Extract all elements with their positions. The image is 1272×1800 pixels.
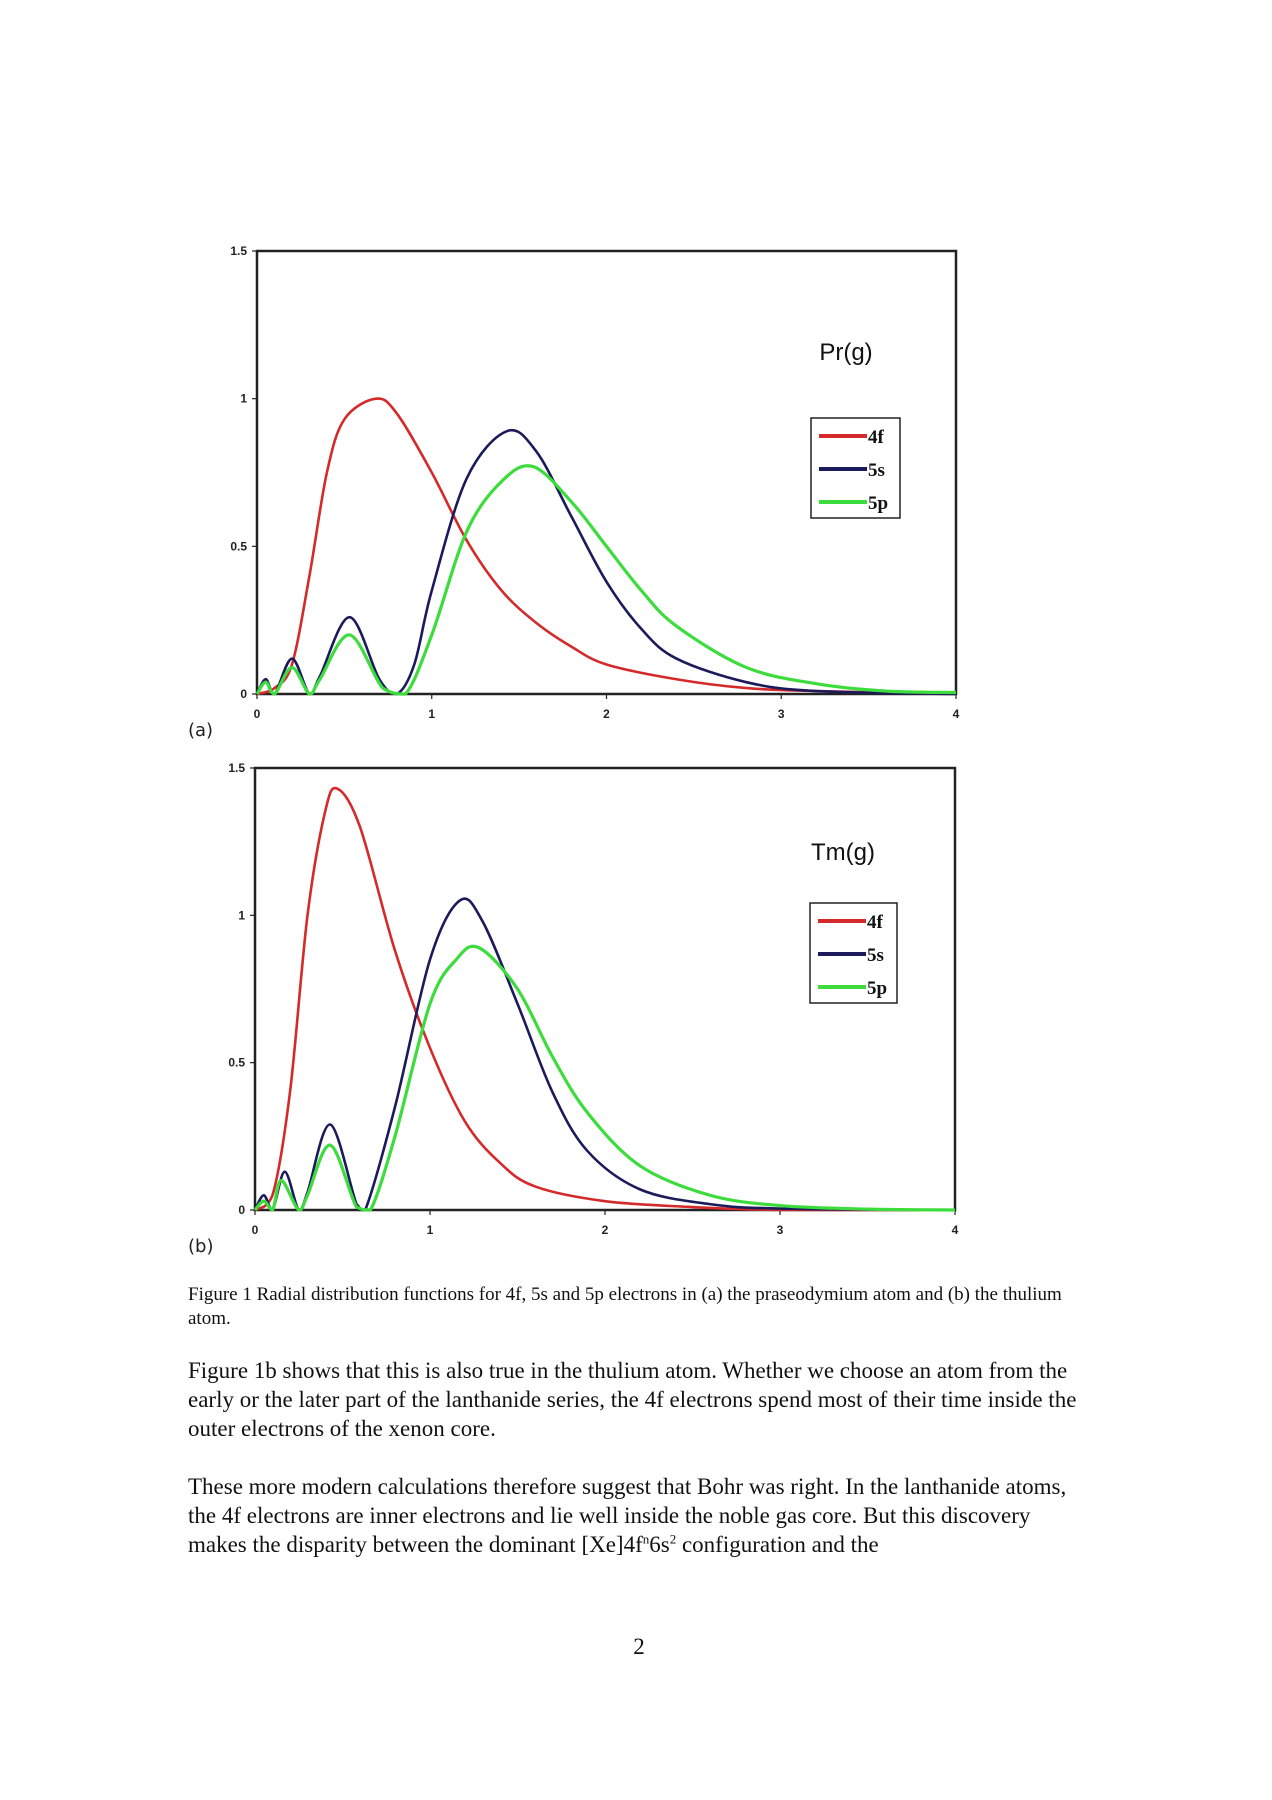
- x-tick-label: 4: [952, 707, 960, 721]
- x-tick-label: 2: [603, 707, 610, 721]
- paragraph-1: Figure 1b shows that this is also true in the thulium atom. Whether we choose an atom from the early or the later part of the lanthanide series, the 4f electrons spend most of their time inside the outer electrons of the xenon core.: [188, 1358, 1077, 1441]
- paragraph-2-text: These more modern calculations therefore suggest that Bohr was right. In the lanthanide atoms, the 4f electrons are inner electrons and lie well inside the noble gas core. But this discovery makes the disparity between the dominant [Xe]4f: [188, 1474, 1067, 1557]
- y-tick-label: 1: [238, 908, 245, 923]
- figure-caption: Figure 1 Radial distribution functions for 4f, 5s and 5p electrons in (a) the praseodymium atom and (b) the thulium atom.: [188, 1284, 1062, 1329]
- x-tick-label: 1: [428, 707, 436, 721]
- y-tick-label: 1.5: [230, 244, 247, 258]
- legend-label-5p: 5p: [867, 978, 888, 999]
- y-tick-label: 0.5: [228, 1055, 245, 1070]
- x-tick-label: 3: [776, 1223, 784, 1237]
- y-tick-label: 1: [240, 391, 247, 406]
- panel-label-a: (a): [188, 720, 214, 741]
- chart-a: [230, 244, 959, 721]
- page-number: 2: [633, 1634, 645, 1659]
- legend-label-5s: 5s: [868, 460, 885, 481]
- legend: [811, 418, 900, 518]
- panel-label-b: (b): [188, 1236, 214, 1257]
- paragraph-2-text-mid: 6s: [649, 1532, 670, 1557]
- legend-label-4f: 4f: [868, 427, 884, 448]
- legend-label-5s: 5s: [867, 945, 884, 966]
- x-tick-label: 3: [777, 707, 785, 721]
- y-tick-label: 1.5: [228, 761, 245, 775]
- legend-label-5p: 5p: [868, 493, 889, 514]
- chart-title: Tm(g): [811, 839, 875, 866]
- x-tick-label: 2: [601, 1223, 609, 1237]
- chart-b: [228, 761, 958, 1237]
- legend-label-4f: 4f: [867, 912, 883, 933]
- superscript-2: 2: [669, 1531, 677, 1547]
- paragraph-2: [188, 1472, 1088, 1559]
- x-tick-label: 4: [951, 1223, 959, 1237]
- y-tick-label: 0: [240, 687, 247, 701]
- superscript-n: n: [642, 1531, 650, 1547]
- x-tick-label: 0: [251, 1223, 259, 1237]
- y-tick-label: 0: [238, 1203, 245, 1217]
- x-tick-label: 1: [426, 1223, 434, 1237]
- legend: [810, 903, 897, 1003]
- x-tick-label: 0: [253, 707, 261, 721]
- y-tick-label: 0.5: [230, 539, 247, 554]
- chart-title: Pr(g): [819, 339, 873, 366]
- paragraph-2-text-end: configuration and the: [676, 1532, 879, 1557]
